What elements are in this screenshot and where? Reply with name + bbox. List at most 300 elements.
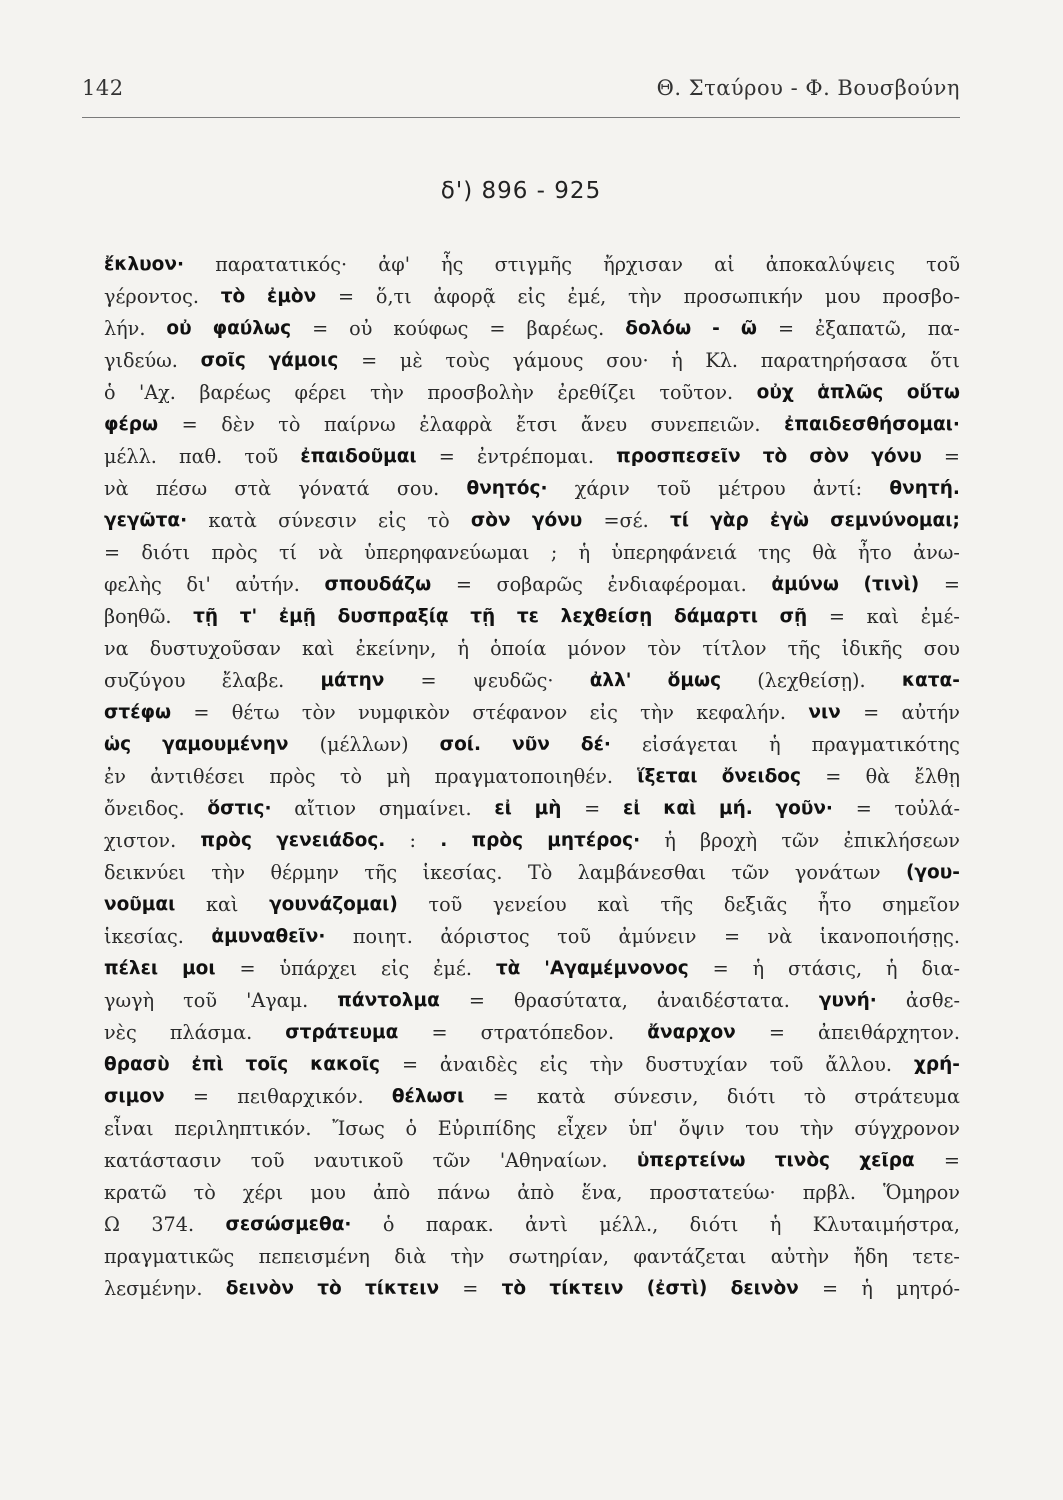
gloss-word: γονάτων — [794, 861, 881, 884]
lemma-word: σὸν — [809, 446, 850, 467]
gloss-word: = — [863, 701, 880, 724]
gloss-word: ; — [550, 541, 558, 564]
running-head-authors: Θ. Σταύρου - Φ. Βουσβούνη — [656, 76, 960, 100]
gloss-word: τῶν — [731, 861, 770, 884]
lemma-word: ἁπλῶς — [817, 382, 884, 403]
lemma-word: ἀλλ' — [589, 670, 632, 691]
lemma-word: ἐμὸν — [267, 286, 317, 307]
gloss-word: = — [104, 541, 121, 564]
lemma-word: τὸ — [317, 1278, 342, 1299]
gloss-word: τοῦτον. — [659, 381, 734, 404]
gloss-word: διότι — [689, 1213, 739, 1236]
gloss-word: = — [492, 1085, 509, 1108]
gloss-word: στέφανον — [472, 701, 568, 724]
gloss-word: Εὐριπίδης — [437, 1117, 537, 1140]
gloss-word: ἡ — [769, 733, 781, 756]
gloss-word: τὴν — [628, 285, 662, 308]
gloss-word: πάνω — [437, 1181, 491, 1204]
document-page — [82, 0, 960, 1500]
gloss-word: = — [943, 1149, 960, 1172]
gloss-word: ἱκεσίας. — [104, 925, 184, 948]
gloss-word: πρβλ. — [802, 1181, 856, 1204]
gloss-word: εἰς — [589, 701, 618, 724]
gloss-word: τὸ — [803, 1085, 827, 1108]
gloss-word: κατάστασιν — [104, 1149, 222, 1172]
gloss-word: ἤδη — [853, 1245, 888, 1268]
gloss-word: προσβο- — [882, 285, 960, 308]
gloss-word: νὰ — [318, 541, 343, 564]
text-line — [104, 1145, 960, 1177]
lemma-word: σεσώσμεθα· — [225, 1214, 352, 1235]
gloss-word: περιληπτικόν. — [174, 1117, 312, 1140]
gloss-word: ὑπάρχει — [279, 957, 358, 980]
gloss-word: ἀφορᾷ — [433, 285, 496, 308]
lemma-word: θνητός· — [466, 478, 548, 499]
gloss-word: σου. — [396, 477, 440, 500]
gloss-word: δεξιᾶς — [723, 893, 788, 916]
lemma-word: ὄνειδος — [721, 766, 801, 787]
lemma-word: τίκτειν — [364, 1278, 440, 1299]
gloss-word: (λεχθείσῃ). — [757, 669, 866, 692]
gloss-word: ἡ — [664, 829, 676, 852]
gloss-word: ἡ — [861, 1277, 873, 1300]
header-rule — [82, 117, 960, 118]
text-line — [104, 697, 960, 729]
gloss-word: ὁ — [382, 1213, 395, 1236]
gloss-word: στράτευμα — [854, 1085, 960, 1108]
lemma-word: γοῦν· — [775, 798, 833, 819]
gloss-word: ὄνειδος. — [104, 797, 185, 820]
gloss-word: ὁ — [104, 381, 116, 404]
lemma-word: τίκτειν — [549, 1278, 624, 1299]
gloss-word: = — [193, 701, 210, 724]
gloss-word: σημαίνει. — [378, 797, 472, 820]
gloss-word: πραγματοποιηθέν. — [434, 765, 613, 788]
gloss-word: συζύγου — [104, 669, 186, 692]
gloss-word: ἀντί: — [812, 477, 863, 500]
lemma-word: γενειάδος. — [276, 830, 386, 851]
gloss-word: εἰς — [517, 285, 546, 308]
gloss-word: = — [361, 349, 378, 372]
gloss-word: πεπεισμένη — [258, 1245, 370, 1268]
gloss-word: ἧς — [441, 253, 464, 276]
text-line — [104, 473, 960, 505]
lemma-word: σοῖς — [200, 350, 246, 371]
lemma-word: κακοῖς — [310, 1054, 381, 1075]
gloss-word: τοῦ — [557, 925, 592, 948]
gloss-word: νὰ — [104, 477, 129, 500]
gloss-word: ἔλαβε. — [221, 669, 285, 692]
lemma-word: νῦν — [512, 734, 550, 755]
gloss-word: παρατατικός· — [215, 253, 348, 276]
lemma-word: τε — [516, 606, 539, 627]
gloss-word: πρὸς — [269, 765, 316, 788]
gloss-word: σύνεσιν — [278, 509, 357, 532]
gloss-word: παίρνω — [323, 413, 396, 436]
gloss-word: = — [768, 1021, 785, 1044]
gloss-word: ἐμέ- — [920, 605, 960, 628]
gloss-word: χιστον. — [104, 829, 177, 852]
gloss-word: ἀντὶ — [525, 1213, 568, 1236]
page-header — [82, 68, 960, 108]
gloss-word: δυστυχοῦσαν — [149, 637, 281, 660]
lemma-word: γάμοις — [268, 350, 339, 371]
lemma-word: θνητή. — [889, 478, 960, 499]
lemma-word: χρή- — [913, 1054, 960, 1075]
gloss-word: συνεπειῶν. — [650, 413, 761, 436]
text-line — [104, 889, 960, 921]
gloss-word: του — [745, 1117, 780, 1140]
text-line — [104, 281, 960, 313]
section-title: δ') 896 - 925 — [440, 178, 602, 204]
text-line — [104, 601, 960, 633]
gloss-word: τὴν — [370, 381, 404, 404]
gloss-word: καὶ — [866, 605, 900, 628]
lemma-word: - — [712, 318, 720, 339]
lemma-word: σῇ — [779, 606, 808, 627]
gloss-word: λεσμένην. — [104, 1277, 203, 1300]
gloss-word: σωτηρίαν, — [508, 1245, 610, 1268]
lemma-word: γὰρ — [710, 510, 749, 531]
gloss-word: σοβαρῶς — [496, 573, 583, 596]
gloss-word: 'Αγαμ. — [246, 989, 309, 1012]
text-line — [104, 409, 960, 441]
gloss-word: παρακ. — [425, 1213, 494, 1236]
lemma-word: σὸν — [470, 510, 511, 531]
gloss-word: οὐ — [349, 317, 373, 340]
gloss-word: τὴν — [640, 701, 674, 724]
gloss-word: ὑπερηφάνειά — [611, 541, 737, 564]
lemma-word: τινὸς — [774, 1150, 831, 1171]
gloss-word: γιδεύω. — [104, 349, 178, 372]
gloss-word: ἀπὸ — [517, 1181, 555, 1204]
lemma-word: ἐμῇ — [278, 606, 316, 627]
gloss-word: γέροντος. — [104, 285, 199, 308]
gloss-word: ἰδικῆς — [841, 637, 903, 660]
gloss-word: ἄνευ — [580, 413, 628, 436]
gloss-word: ἐμέ, — [567, 285, 607, 308]
lemma-word: καὶ — [663, 798, 697, 819]
gloss-word: λήν. — [104, 317, 146, 340]
gloss-word: νὰ — [767, 925, 793, 948]
text-line — [104, 921, 960, 953]
gloss-word: εἰς — [539, 1053, 568, 1076]
lemma-word: μοι — [182, 958, 216, 979]
gloss-word: τοῦ — [657, 477, 691, 500]
text-line — [104, 505, 960, 537]
gloss-word: ἀόριστος — [440, 925, 530, 948]
lemma-word: χεῖρα — [859, 1150, 915, 1171]
lemma-word: τὰ — [495, 958, 521, 979]
gloss-word: σύνεσιν, — [613, 1085, 699, 1108]
gloss-word: ἡ — [886, 957, 898, 980]
gloss-word: = — [438, 445, 455, 468]
text-line — [104, 313, 960, 345]
gloss-word: = — [338, 285, 355, 308]
gloss-word: = — [712, 957, 729, 980]
gloss-word: πα- — [927, 317, 960, 340]
gloss-word: τὸ — [427, 509, 450, 532]
gloss-word: εἶχεν — [556, 1117, 608, 1140]
gloss-word: 374. — [151, 1213, 195, 1236]
gloss-word: τὴν — [211, 861, 246, 884]
lemma-word: 'Αγαμέμνονος — [544, 958, 689, 979]
lemma-word: πάντολμα — [337, 990, 440, 1011]
gloss-word: μέτρου — [718, 477, 786, 500]
text-line — [104, 537, 960, 569]
gloss-word: = — [401, 1053, 419, 1076]
lemma-word: δέ· — [580, 734, 611, 755]
lemma-word: κατα- — [901, 670, 960, 691]
gloss-word: = — [431, 1021, 448, 1044]
text-line — [104, 1209, 960, 1241]
lemma-word: (γου- — [905, 862, 960, 883]
lemma-word: ἐπαιδοῦμαι — [300, 446, 417, 467]
gloss-word: ὁποία — [490, 637, 547, 660]
text-line — [104, 985, 960, 1017]
text-line — [104, 345, 960, 377]
lemma-word: ἵξεται — [637, 766, 698, 787]
gloss-word: = — [489, 317, 506, 340]
lemma-word: οὕτω — [906, 382, 960, 403]
gloss-word: = — [825, 765, 842, 788]
gloss-word: ὁ — [405, 1117, 418, 1140]
gloss-word: μέλλ. — [104, 445, 157, 468]
gloss-word: σου· — [606, 349, 649, 372]
gloss-word: = — [181, 413, 198, 436]
lemma-word: τὸ — [501, 1278, 527, 1299]
gloss-word: 'Αχ. — [139, 381, 176, 404]
lemma-word: ἐγὼ — [769, 510, 809, 531]
gloss-word: ἀνω- — [913, 541, 960, 564]
gloss-word: ἐν — [104, 765, 126, 788]
text-line — [104, 793, 960, 825]
text-line — [104, 441, 960, 473]
gloss-word: τὴν — [450, 1245, 485, 1268]
gloss-word: ἤρχισαν — [603, 253, 683, 276]
text-line — [104, 761, 960, 793]
lemma-word: ἀμυναθεῖν· — [211, 926, 326, 947]
gloss-word: παρατηρήσασα — [760, 349, 908, 372]
commentary-text — [104, 249, 960, 1305]
gloss-word: φαντάζεται — [633, 1245, 747, 1268]
gloss-word: τοὺς — [445, 349, 490, 372]
gloss-word: δεικνύει — [104, 861, 186, 884]
gloss-word: ὅτι — [930, 349, 960, 372]
gloss-word: (μέλλων) — [319, 733, 409, 756]
lemma-word: ἐπὶ — [191, 1054, 224, 1075]
lemma-word: πρὸς — [471, 830, 524, 851]
gloss-word: πέσω — [155, 477, 208, 500]
gloss-word: ἄλλου. — [825, 1053, 892, 1076]
lemma-word: γεγῶτα· — [104, 510, 188, 531]
gloss-word: ὑπερηφανεύωμαι — [364, 541, 530, 564]
lemma-word: τὸ — [220, 286, 246, 307]
gloss-word: να — [104, 637, 129, 660]
lemma-word: γόνυ — [871, 446, 922, 467]
gloss-word: τῆς — [787, 637, 821, 660]
gloss-word: = — [777, 317, 795, 340]
gloss-word: βροχὴ — [700, 829, 758, 852]
gloss-word: ἡ — [457, 637, 469, 660]
gloss-word: Κλυταιμήστρα, — [812, 1213, 960, 1236]
gloss-word: = — [943, 445, 960, 468]
lemma-word: στράτευμα — [285, 1022, 399, 1043]
lemma-word: οὐχ — [756, 382, 794, 403]
lemma-word: σοί. — [439, 734, 482, 755]
gloss-word: = — [822, 1277, 839, 1300]
gloss-word: εἰσάγεται — [641, 733, 738, 756]
gloss-word: τὸν — [647, 637, 682, 660]
text-line — [104, 1081, 960, 1113]
lemma-word: δάμαρτι — [674, 606, 758, 627]
gloss-word: ἦτο — [817, 893, 852, 916]
gloss-word: 'Αθηναίων. — [499, 1149, 608, 1172]
gloss-word: πραγματικῶς — [104, 1245, 235, 1268]
lemma-word: πρὸς — [200, 830, 252, 851]
gloss-word: ἀναιδὲς — [439, 1053, 518, 1076]
gloss-word: κεφαλήν. — [696, 701, 787, 724]
lemma-word: γυνή· — [818, 990, 877, 1011]
gloss-word: ὅ,τι — [375, 285, 412, 308]
gloss-word: γάμους — [512, 349, 584, 372]
lemma-word: μητέρος· — [547, 830, 641, 851]
lemma-word: νοῦμαι — [104, 894, 176, 915]
gloss-word: Ω — [104, 1213, 120, 1236]
lemma-word: ὅμως — [667, 670, 722, 691]
gloss-word: προστατεύω· — [649, 1181, 776, 1204]
lemma-word: τὸ — [762, 446, 788, 467]
gloss-word: ἐντρέπομαι. — [476, 445, 594, 468]
gloss-word: θὰ — [812, 541, 837, 564]
gloss-word: πραγματικότης — [811, 733, 960, 756]
gloss-word: γενείου — [492, 893, 567, 916]
gloss-word: πειθαρχικόν. — [237, 1085, 364, 1108]
gloss-word: στρατόπεδον. — [480, 1021, 615, 1044]
lemma-word: ὑπερτείνω — [636, 1150, 746, 1171]
gloss-word: πρὸς — [211, 541, 258, 564]
lemma-word: σιμον — [104, 1086, 165, 1107]
gloss-word: αἱ — [714, 253, 735, 276]
gloss-word: ἡ — [752, 957, 765, 980]
lemma-word: (τινὶ) — [863, 574, 920, 595]
gloss-word: τετε- — [912, 1245, 960, 1268]
gloss-word: ἔτσι — [515, 413, 558, 436]
gloss-word: μου — [824, 285, 861, 308]
gloss-word: χέρι — [242, 1181, 284, 1204]
gloss-word: ἱκανοποιήσῃς. — [819, 925, 960, 948]
lemma-word: δεινὸν — [225, 1278, 294, 1299]
gloss-word: ἀποκαλύψεις — [765, 253, 895, 276]
gloss-word: = — [943, 573, 960, 596]
gloss-word: αἴτιον — [294, 797, 357, 820]
gloss-word: κρατῶ — [104, 1181, 167, 1204]
lemma-word: δεινὸν — [730, 1278, 799, 1299]
gloss-word: ἐκείνην, — [355, 637, 437, 660]
gloss-word: εἰς — [381, 957, 410, 980]
gloss-word: = — [855, 797, 872, 820]
lemma-word: εἰ — [622, 798, 641, 819]
text-line — [104, 1113, 960, 1145]
gloss-word: θέρμην — [270, 861, 339, 884]
gloss-word: μέλλ., — [599, 1213, 659, 1236]
gloss-word: στιγμῆς — [494, 253, 573, 276]
gloss-word: τὸν — [301, 701, 336, 724]
gloss-word: καὶ — [205, 893, 239, 916]
gloss-word: τῆς — [660, 893, 694, 916]
gloss-word: αὐτὴν — [770, 1245, 830, 1268]
lemma-word: θρασὺ — [104, 1054, 170, 1075]
gloss-word: διότι — [141, 541, 191, 564]
text-line — [104, 1273, 960, 1305]
text-line — [104, 825, 960, 857]
gloss-word: γωγὴ — [104, 989, 155, 1012]
gloss-word: ἀπὸ — [373, 1181, 411, 1204]
gloss-word: ἀπειθάρχητον. — [818, 1021, 960, 1044]
gloss-word: δια- — [921, 957, 960, 980]
gloss-word: μὲ — [399, 349, 423, 372]
gloss-word: ἐμέ. — [433, 957, 472, 980]
gloss-word: : — [409, 829, 417, 852]
gloss-word: σημεῖον — [882, 893, 960, 916]
gloss-word: Κλ. — [705, 349, 739, 372]
gloss-word: τοῦ — [926, 253, 960, 276]
gloss-word: νυμφικὸν — [358, 701, 451, 724]
gloss-word: ἐπικλήσεων — [843, 829, 960, 852]
gloss-word: = — [828, 605, 845, 628]
gloss-word: ἀναιδέστατα. — [656, 989, 790, 1012]
gloss-word: =σέ. — [603, 509, 649, 532]
gloss-word: ὑπ' — [628, 1117, 658, 1140]
text-line — [104, 665, 960, 697]
gloss-word: = — [312, 317, 329, 340]
lemma-word: φέρω — [104, 414, 159, 435]
gloss-word: στὰ — [234, 477, 272, 500]
gloss-word: κούφως — [393, 317, 469, 340]
lemma-word: στέφω — [104, 702, 172, 723]
gloss-word: μητρό- — [896, 1277, 960, 1300]
gloss-word: = — [455, 573, 472, 596]
text-line — [104, 857, 960, 889]
gloss-word: λαμβάνεσθαι — [577, 861, 707, 884]
gloss-word: ἐρεθίζει — [557, 381, 636, 404]
lemma-word: λεχθείσῃ — [560, 606, 653, 627]
lemma-word: νιν — [808, 702, 841, 723]
lemma-word: ὅστις· — [207, 798, 272, 819]
lemma-word: τί — [669, 510, 689, 531]
gloss-word: μου — [310, 1181, 346, 1204]
gloss-word: τὸ — [339, 765, 363, 788]
gloss-word: τίτλον — [702, 637, 767, 660]
lemma-word: (ἐστὶ) — [646, 1278, 708, 1299]
gloss-word: γόνατά — [298, 477, 370, 500]
gloss-word: πλάσμα. — [169, 1021, 253, 1044]
gloss-word: = — [420, 669, 437, 692]
gloss-word: = — [192, 1085, 209, 1108]
text-line — [104, 1049, 960, 1081]
gloss-word: = — [462, 1277, 479, 1300]
gloss-word: ἀντιθέσει — [150, 765, 246, 788]
gloss-word: ἐλαφρὰ — [419, 413, 493, 436]
gloss-word: της — [758, 541, 792, 564]
gloss-word: ἐξαπατῶ, — [815, 317, 907, 340]
text-line — [104, 569, 960, 601]
lemma-word: . — [440, 830, 448, 851]
gloss-word: τὴν — [589, 1053, 624, 1076]
gloss-word: βαρέως. — [526, 317, 605, 340]
gloss-word: = — [723, 925, 741, 948]
lemma-word: φαύλως — [212, 318, 292, 339]
